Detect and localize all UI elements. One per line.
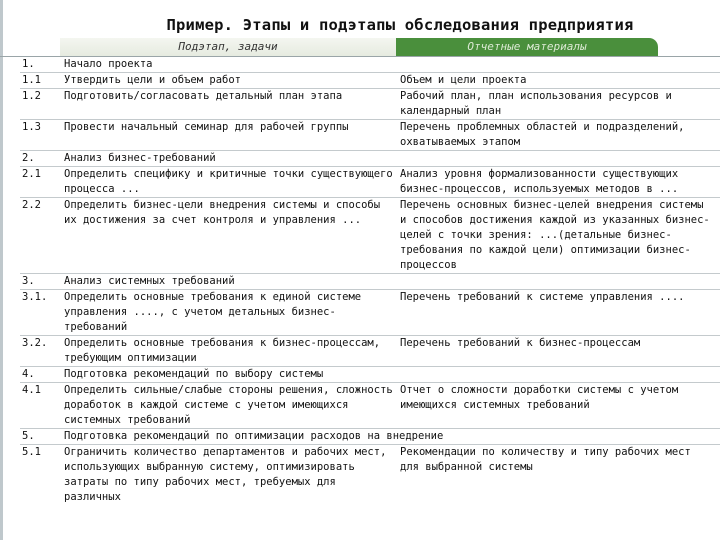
- header-outputs: Отчетные материалы: [467, 40, 587, 53]
- task-cell: Определить основные требования к единой системе управления ...., с учетом детальных бизнес-требований: [62, 290, 398, 336]
- stage-title: Подготовка рекомендаций по оптимизации расходов на внедрение: [62, 429, 720, 445]
- stage-title: Анализ бизнес-требований: [62, 151, 720, 167]
- row-number: 4.: [20, 367, 62, 383]
- stage-row: [20, 151, 720, 167]
- stage-row: [20, 274, 720, 290]
- stage-row: [20, 57, 720, 73]
- row-number: 2.1: [20, 167, 62, 198]
- task-cell: Ограничить количество департаментов и рабочих мест, использующих выбранную систему, оптимизировать затраты по типу рабочих мест, требуемых для различных: [62, 445, 398, 506]
- stage-row: [20, 367, 720, 383]
- row-number: 2.2: [20, 198, 62, 274]
- stage-title: Подготовка рекомендаций по выбору системы: [62, 367, 720, 383]
- output-cell: Анализ уровня формализованности существующих бизнес-процессов, используемых методов в ...: [398, 167, 720, 198]
- row-number: 3.2.: [20, 336, 62, 367]
- row-number: 5.1: [20, 445, 62, 506]
- output-cell: Отчет о сложности доработки системы с учетом имеющихся системных требований: [398, 383, 720, 429]
- output-cell: Перечень проблемных областей и подразделений, охватываемых этапом: [398, 120, 720, 151]
- task-cell: Подготовить/согласовать детальный план этапа: [62, 89, 398, 120]
- row-number: 1.: [22, 58, 35, 70]
- task-cell: Определить основные требования к бизнес-процессам, требующим оптимизации: [62, 336, 398, 367]
- stages-table: [20, 57, 720, 505]
- task-cell: Утвердить цели и объем работ: [62, 73, 398, 89]
- row-number: 4.1: [20, 383, 62, 429]
- substage-row: [20, 445, 720, 506]
- task-cell: Определить сильные/слабые стороны решения, сложность доработок в каждой системе с учетом имеющихся системных требований: [62, 383, 398, 429]
- substage-row: [20, 73, 720, 89]
- output-cell: Перечень требований к бизнес-процессам: [398, 336, 720, 367]
- stage-row: [20, 429, 720, 445]
- row-number: 3.1.: [20, 290, 62, 336]
- task-cell: Определить специфику и критичные точки существующего процесса ...: [62, 167, 398, 198]
- output-cell: Перечень требований к системе управления ....: [398, 290, 720, 336]
- substage-row: [20, 336, 720, 367]
- table-header: [0, 38, 720, 56]
- header-tasks: Подэтап, задачи: [178, 40, 278, 53]
- substage-row: [20, 383, 720, 429]
- substage-row: [20, 120, 720, 151]
- output-cell: Рекомендации по количеству и типу рабочих мест для выбранной системы: [398, 445, 720, 506]
- task-cell: Определить бизнес-цели внедрения системы и способы их достижения за счет контроля и управления ...: [62, 198, 398, 274]
- slide-title: Пример. Этапы и подэтапы обследования предприятия: [166, 16, 634, 34]
- row-number: 1.1: [20, 73, 62, 89]
- slide-frame-border: [0, 0, 3, 540]
- output-cell: Перечень основных бизнес-целей внедрения системы и способов достижения каждой из указанных бизнес-целей с точки зрения: ...(детальные бизнес-требования по каждой цели) оптимизации бизнес-процессов: [398, 198, 720, 274]
- stage-title: Анализ системных требований: [62, 274, 720, 290]
- substage-row: [20, 290, 720, 336]
- output-cell: Объем и цели проекта: [398, 73, 720, 89]
- substage-row: [20, 89, 720, 120]
- substage-row: [20, 167, 720, 198]
- stage-title: Начало проекта: [64, 58, 153, 70]
- task-cell: Провести начальный семинар для рабочей группы: [62, 120, 398, 151]
- output-cell: Рабочий план, план использования ресурсов и календарный план: [398, 89, 720, 120]
- row-number: 2.: [20, 151, 62, 167]
- row-number: 1.2: [20, 89, 62, 120]
- row-number: 5.: [20, 429, 62, 445]
- row-number: 1.3: [20, 120, 62, 151]
- substage-row: [20, 198, 720, 274]
- row-number: 3.: [20, 274, 62, 290]
